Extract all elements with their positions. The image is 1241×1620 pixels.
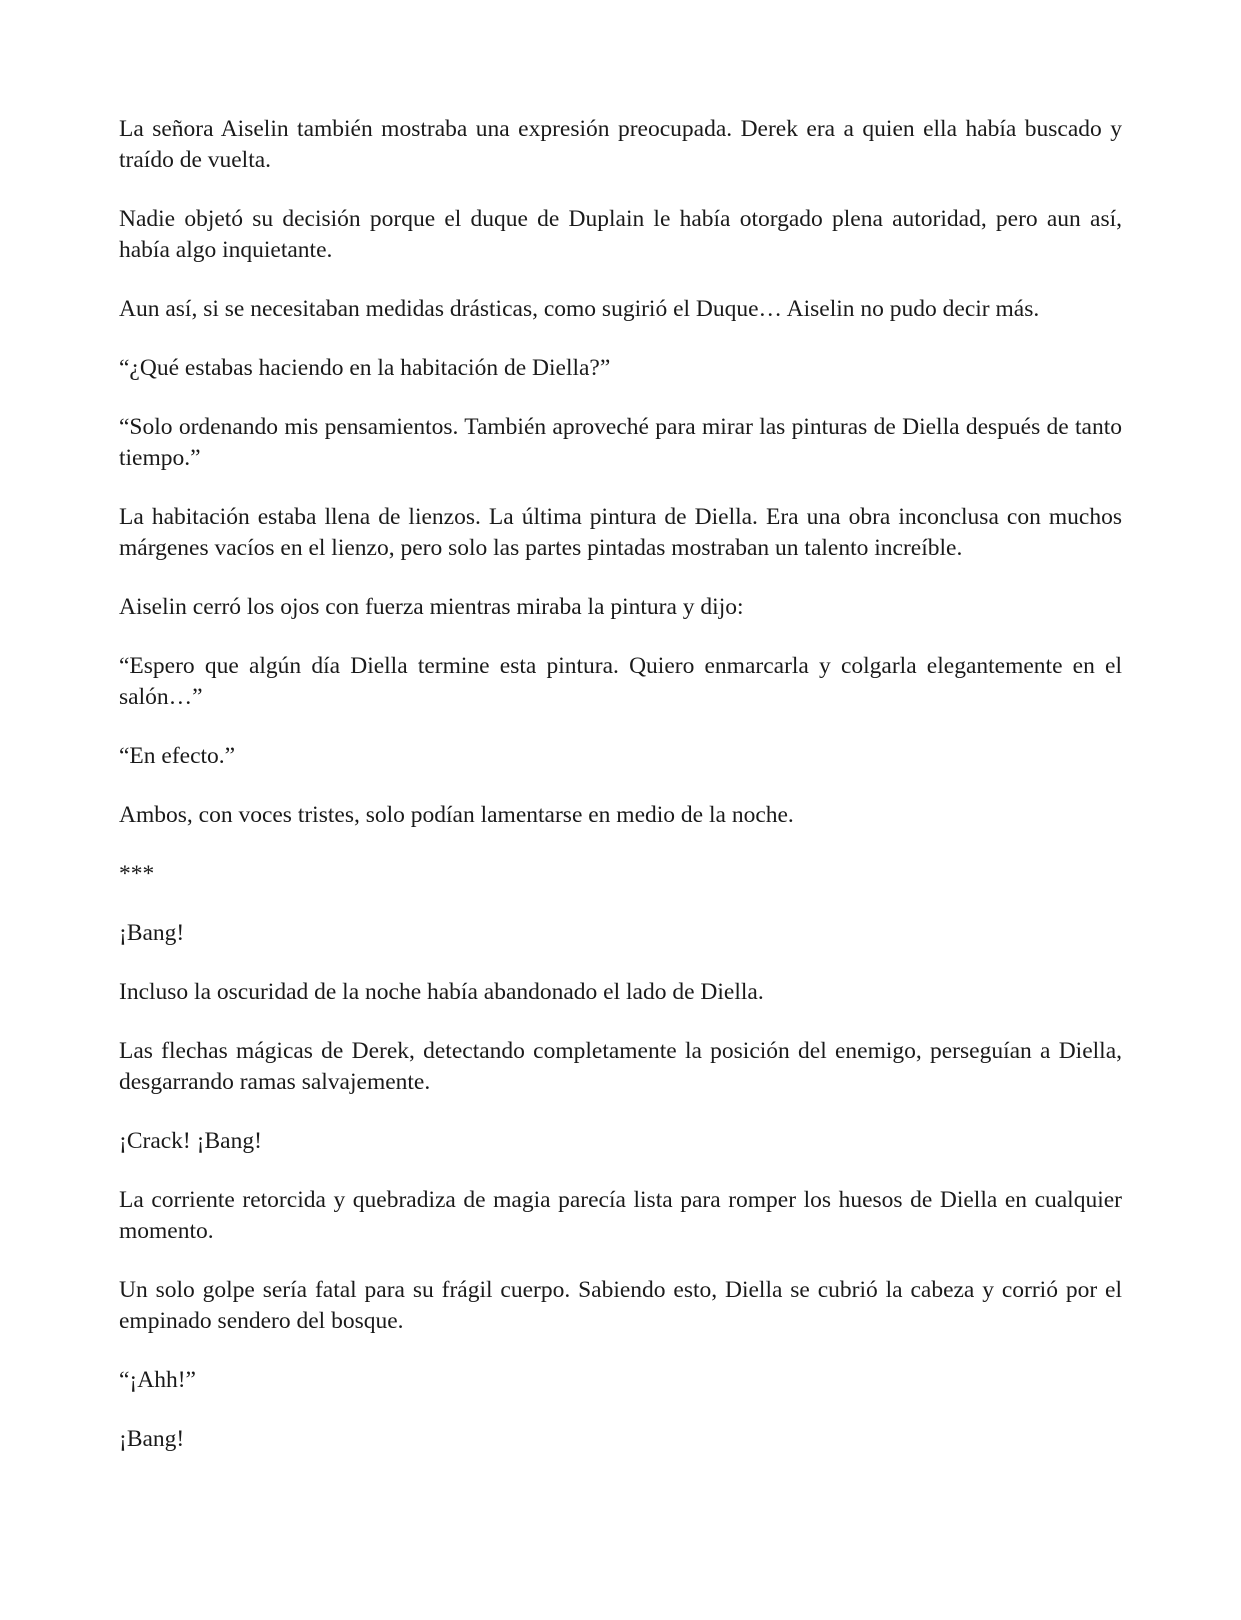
sound-effect: ¡Bang! bbox=[119, 920, 185, 946]
dialogue-line: “¡Ahh!” bbox=[119, 1367, 196, 1393]
scene-break: *** bbox=[119, 861, 155, 887]
paragraph: La corriente retorcida y quebradiza de magia parecía lista para romper los huesos de Diella en cualquier momento. bbox=[119, 1187, 1122, 1244]
dialogue-line: “En efecto.” bbox=[119, 743, 236, 769]
paragraph: Aiselin cerró los ojos con fuerza mientras miraba la pintura y dijo: bbox=[119, 594, 744, 620]
sound-effect: ¡Crack! ¡Bang! bbox=[119, 1128, 262, 1154]
document-page bbox=[119, 114, 1122, 1455]
dialogue-line: “Solo ordenando mis pensamientos. También aproveché para mirar las pinturas de Diella después de tanto tiempo.” bbox=[119, 414, 1122, 471]
paragraph: La habitación estaba llena de lienzos. La última pintura de Diella. Era una obra inconclusa con muchos márgenes vacíos en el lienzo, pero solo las partes pintadas mostraban un talento increíble. bbox=[119, 504, 1122, 561]
paragraph: Nadie objetó su decisión porque el duque de Duplain le había otorgado plena autoridad, pero aun así, había algo inquietante. bbox=[119, 206, 1122, 263]
paragraph: Un solo golpe sería fatal para su frágil cuerpo. Sabiendo esto, Diella se cubrió la cabeza y corrió por el empinado sendero del bosque. bbox=[119, 1277, 1122, 1334]
dialogue-line: “Espero que algún día Diella termine esta pintura. Quiero enmarcarla y colgarla elegantemente en el salón…” bbox=[119, 653, 1122, 710]
dialogue-line: “¿Qué estabas haciendo en la habitación de Diella?” bbox=[119, 355, 611, 381]
sound-effect: ¡Bang! bbox=[119, 1426, 185, 1452]
paragraph: Aun así, si se necesitaban medidas drásticas, como sugirió el Duque… Aiselin no pudo decir más. bbox=[119, 296, 1040, 322]
paragraph: Las flechas mágicas de Derek, detectando completamente la posición del enemigo, perseguían a Diella, desgarrando ramas salvajemente. bbox=[119, 1038, 1122, 1095]
paragraph: La señora Aiselin también mostraba una expresión preocupada. Derek era a quien ella había buscado y traído de vuelta. bbox=[119, 116, 1122, 173]
paragraph: Ambos, con voces tristes, solo podían lamentarse en medio de la noche. bbox=[119, 802, 794, 828]
paragraph: Incluso la oscuridad de la noche había abandonado el lado de Diella. bbox=[119, 979, 764, 1005]
